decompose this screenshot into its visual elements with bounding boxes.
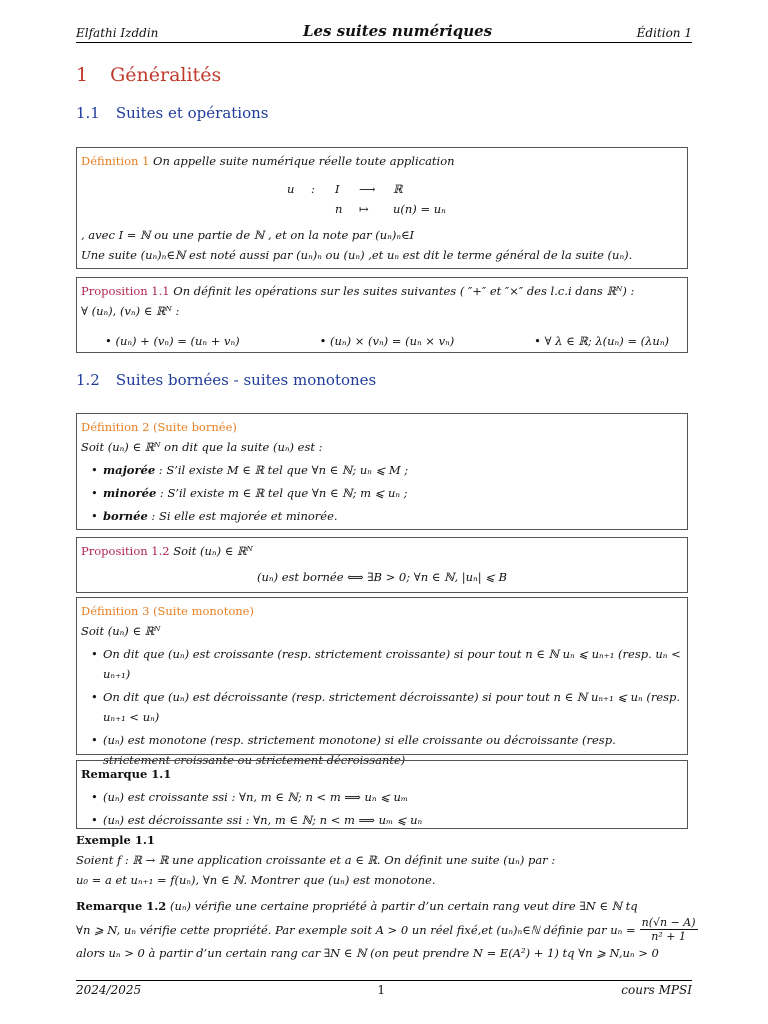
term: minorée xyxy=(103,486,157,500)
list-item: • (uₙ) est monotone (resp. strictement monotone) si elle croissante ou décroissante (resp. strictement croissante ou strictement décroissante) xyxy=(103,730,683,770)
subsection-title: Suites et opérations xyxy=(115,104,269,122)
example-text: u₀ = a et uₙ₊₁ = f(uₙ), ∀n ∈ ℕ. Montrer que (uₙ) est monotone. xyxy=(76,873,436,887)
remark-text: ∀n ⩾ N, uₙ vérifie cette propriété. Par exemple soit A > 0 un réel fixé,et (uₙ)ₙ∈ℕ définie par uₙ = xyxy=(76,922,636,937)
map-cell: ⟶ xyxy=(359,182,376,196)
footer-course: cours MPSI xyxy=(621,983,692,997)
example-label: Exemple 1.1 xyxy=(76,833,155,847)
fraction xyxy=(640,916,698,943)
remark-text: alors uₙ > 0 à partir d’un certain rang car ∃N ∈ ℕ (on peut prendre N = E(A²) + 1) tq ∀n ⩾ N,uₙ > 0 xyxy=(76,946,659,960)
remark-text-line xyxy=(76,916,696,943)
mapping-formula xyxy=(287,179,477,219)
definition-intro: Soit (uₙ) ∈ ℝᴺ xyxy=(81,624,161,638)
page-header xyxy=(76,20,692,43)
example-1-1 xyxy=(76,830,688,890)
list-item: • On dit que (uₙ) est décroissante (resp. strictement décroissante) si pour tout n ∈ ℕ uₙ₊₁ ⩽ uₙ (resp. uₙ₊₁ < uₙ) xyxy=(103,687,683,727)
operation-item: • (uₙ) + (vₙ) = (uₙ + vₙ) xyxy=(105,331,240,351)
header-edition: Édition 1 xyxy=(636,26,692,40)
definition-text: , avec I = ℕ ou une partie de ℕ , et on la note par (uₙ)ₙ∈I xyxy=(81,228,415,242)
remark-1-1-box xyxy=(76,760,688,829)
term: bornée xyxy=(103,509,148,523)
definition-3-box xyxy=(76,597,688,767)
term-text: : S’il existe M ∈ ℝ tel que ∀n ∈ ℕ; uₙ ⩽ M ; xyxy=(155,463,409,477)
map-cell: ↦ xyxy=(359,202,369,216)
list-item xyxy=(103,506,683,526)
definition-label: Définition 2 (Suite bornée) xyxy=(81,420,237,434)
header-title: Les suites numériques xyxy=(302,22,493,40)
proposition-text: On définit les opérations sur les suites suivantes ( ″+″ et ″×″ des l.c.i dans ℝᴺ) : xyxy=(173,284,635,298)
section-title: Généralités xyxy=(110,64,222,86)
map-cell: I xyxy=(335,182,340,196)
proposition-intro: Soit (uₙ) ∈ ℝᴺ xyxy=(173,544,253,558)
proposition-1-2-box xyxy=(76,537,688,593)
proposition-quantifier: ∀ (uₙ), (vₙ) ∈ ℝᴺ : xyxy=(81,304,180,318)
section-heading xyxy=(76,64,221,86)
section-number: 1 xyxy=(76,64,89,86)
map-cell: u(n) = uₙ xyxy=(393,202,446,216)
header-author: Elfathi Izddin xyxy=(76,26,159,40)
list-item: • (uₙ) est décroissante ssi : ∀n, m ∈ ℕ; n < m ⟹ uₘ ⩽ uₙ xyxy=(103,810,683,830)
bounded-list xyxy=(81,460,683,526)
remark-label: Remarque 1.1 xyxy=(81,767,172,781)
map-cell: u xyxy=(287,182,295,196)
definition-1-box xyxy=(76,147,688,269)
subsection-heading-1-2 xyxy=(76,371,376,389)
list-item xyxy=(103,483,683,503)
map-cell xyxy=(311,199,331,219)
proposition-1-1-box xyxy=(76,277,688,353)
remark-1-2 xyxy=(76,896,696,963)
definition-label: Définition 3 (Suite monotone) xyxy=(81,604,254,618)
map-cell: : xyxy=(311,182,315,196)
monotone-list xyxy=(81,644,683,770)
subsection-number: 1.2 xyxy=(76,371,100,389)
list-item: • On dit que (uₙ) est croissante (resp. strictement croissante) si pour tout n ∈ ℕ uₙ ⩽ uₙ₊₁ (resp. uₙ < uₙ₊₁) xyxy=(103,644,683,684)
page-footer xyxy=(76,980,692,997)
term-text: : S’il existe m ∈ ℝ tel que ∀n ∈ ℕ; m ⩽ uₙ ; xyxy=(156,486,408,500)
subsection-title: Suites bornées - suites monotones xyxy=(115,371,377,389)
remark-label: Remarque 1.2 xyxy=(76,899,167,913)
list-item: • (uₙ) est croissante ssi : ∀n, m ∈ ℕ; n < m ⟹ uₙ ⩽ uₘ xyxy=(103,787,683,807)
definition-intro: On appelle suite numérique réelle toute application xyxy=(153,154,455,168)
list-item xyxy=(103,460,683,480)
map-cell: ℝ xyxy=(393,182,403,196)
definition-2-box xyxy=(76,413,688,530)
operation-item: • (uₙ) × (vₙ) = (uₙ × vₙ) xyxy=(320,331,455,351)
definition-label: Définition 1 xyxy=(81,154,150,168)
proposition-label: Proposition 1.1 xyxy=(81,284,170,298)
operations-list xyxy=(81,331,683,351)
proposition-label: Proposition 1.2 xyxy=(81,544,170,558)
fraction-denominator: n² + 1 xyxy=(651,930,686,943)
subsection-number: 1.1 xyxy=(76,104,100,122)
subsection-heading-1-1 xyxy=(76,104,268,122)
map-cell: n xyxy=(335,202,343,216)
remark-text: (uₙ) vérifie une certaine propriété à partir d’un certain rang veut dire ∃N ∈ ℕ tq xyxy=(169,899,638,913)
definition-intro: Soit (uₙ) ∈ ℝᴺ on dit que la suite (uₙ) est : xyxy=(81,440,323,454)
remark-list xyxy=(81,787,683,830)
operation-item: • ∀ λ ∈ ℝ; λ(uₙ) = (λuₙ) xyxy=(534,331,669,351)
footer-year: 2024/2025 xyxy=(76,983,142,997)
page-number: 1 xyxy=(377,983,386,997)
fraction-numerator: n(√n − A) xyxy=(641,916,696,929)
proposition-formula: (uₙ) est bornée ⟺ ∃B > 0; ∀n ∈ ℕ, |uₙ| ⩽ B xyxy=(257,570,507,584)
example-text: Soient f : ℝ → ℝ une application croissante et a ∈ ℝ. On définit une suite (uₙ) par : xyxy=(76,853,556,867)
map-cell xyxy=(287,199,307,219)
term: majorée xyxy=(103,463,156,477)
term-text: : Si elle est majorée et minorée. xyxy=(147,509,338,523)
definition-text: Une suite (uₙ)ₙ∈ℕ est noté aussi par (uₙ)ₙ ou (uₙ) ,et uₙ est dit le terme général de la suite (uₙ). xyxy=(81,248,633,262)
